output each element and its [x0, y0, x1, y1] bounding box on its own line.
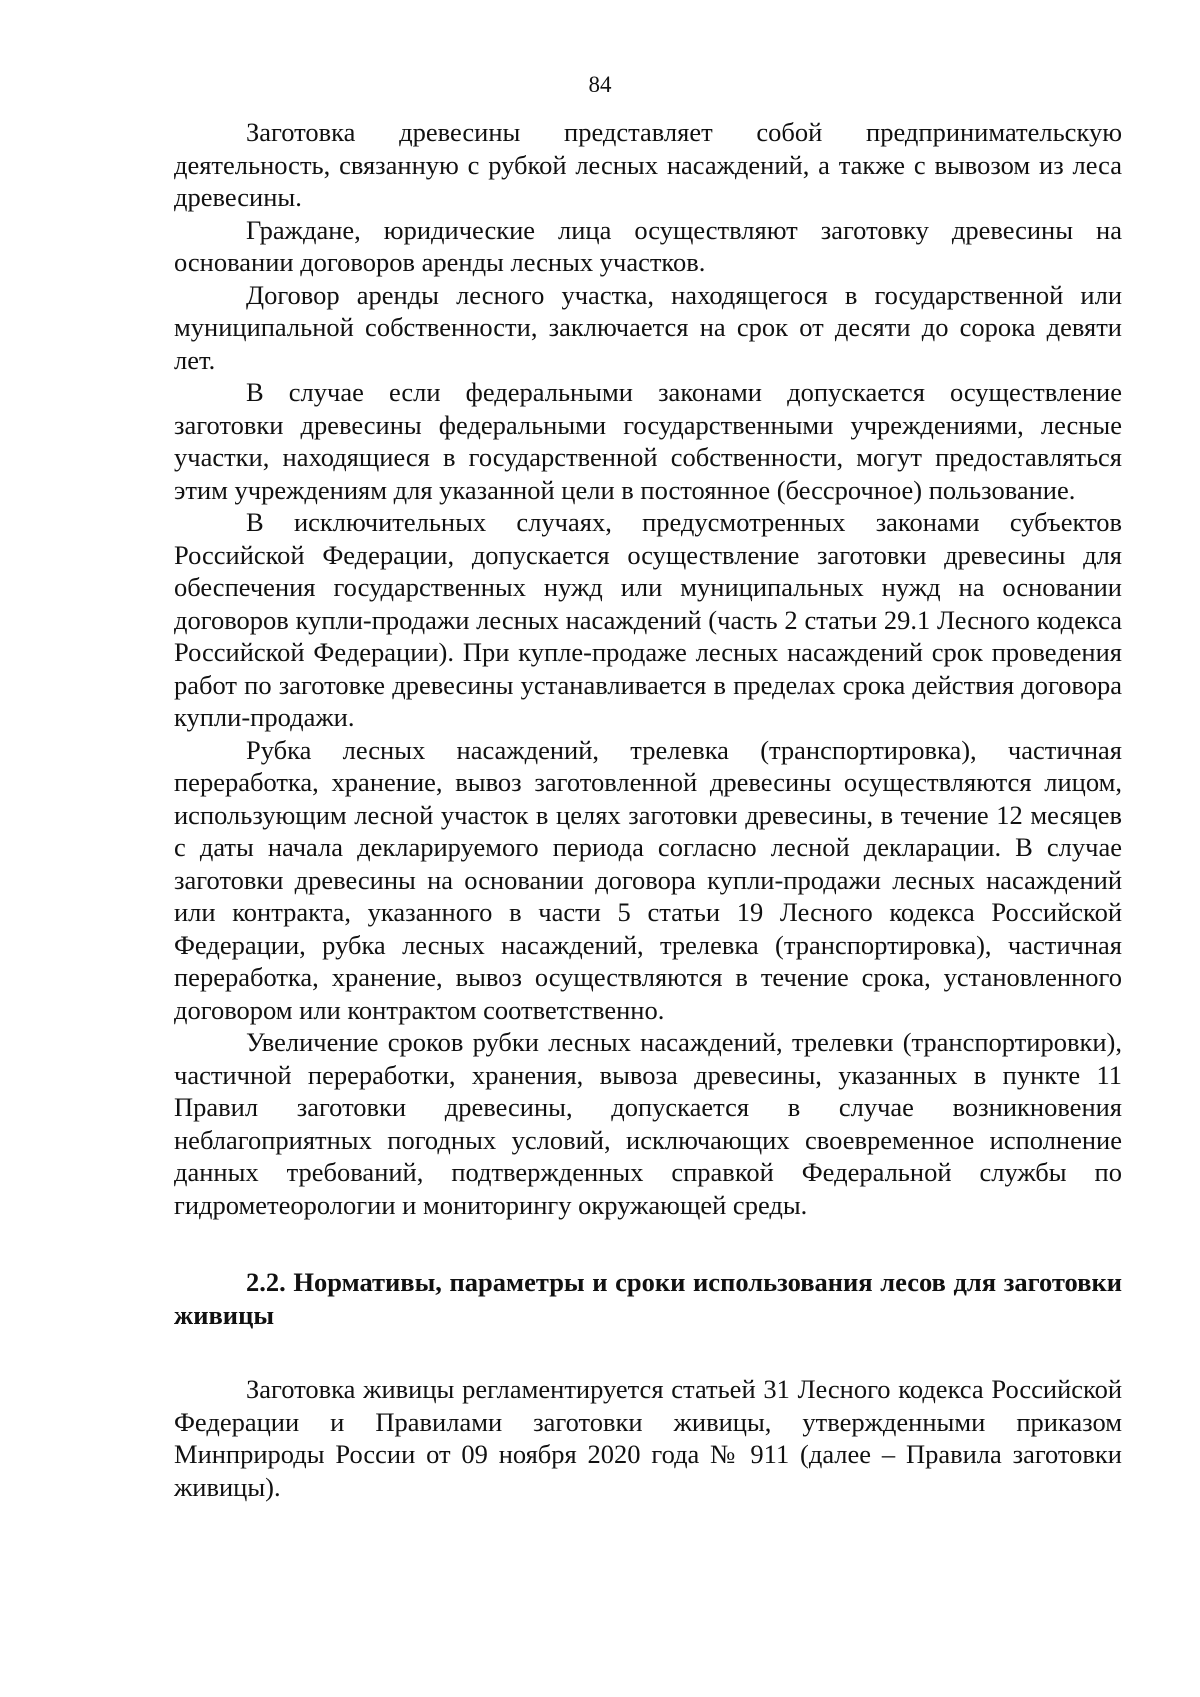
paragraph-timber-harvesting-definition: Заготовка древесины представляет собой предпринимательскую деятельность, связанную с рубкой лесных насаждений, а также с вывозом из леса древесины.: [174, 117, 1122, 212]
page-number: 84: [588, 72, 612, 97]
paragraph-federal-institutions: В случае если федеральными законами допускается осуществление заготовки древесины федеральными государственными учреждениями, лесные участки, находящиеся в государственной собственности, могут предоставляться этим учреждениям для указанной цели в постоянное (бессрочное) пользование.: [174, 377, 1122, 505]
paragraph-lease-basis: Граждане, юридические лица осуществляют заготовку древесины на основании договоров аренды лесных участков.: [174, 214, 1122, 277]
section-heading-resin-harvesting: 2.2. Нормативы, параметры и сроки использования лесов для заготовки живицы: [174, 1267, 1122, 1330]
paragraph-exceptional-cases: В исключительных случаях, предусмотренных законами субъектов Российской Федерации, допускается осуществление заготовки древесины для обеспечения государственных нужд или муниципальных нужд на основании договоров купли-продажи лесных насаждений (часть 2 статьи 29.1 Лесного кодекса Российской Федерации). При купле-продаже лесных насаждений срок проведения работ по заготовке древесины устанавливается в пределах срока действия договора купли-продажи.: [174, 507, 1122, 732]
paragraph-felling-timeframe: Рубка лесных насаждений, трелевка (транспортировка), частичная переработка, хранение, вывоз заготовленной древесины осуществляются лицом, использующим лесной участок в целях заготовки древесины, в течение 12 месяцев с даты начала декларируемого периода согласно лесной декларации. В случае заготовки древесины на основании договора купли-продажи лесных насаждений или контракта, указанного в части 5 статьи 19 Лесного кодекса Российской Федерации, рубка лесных насаждений, трелевка (транспортировка), частичная переработка, хранение, вывоз осуществляются в течение срока, установленного договором или контрактом соответственно.: [174, 734, 1122, 1025]
page-content: [174, 116, 1122, 1503]
paragraph-resin-regulation: Заготовка живицы регламентируется статьей 31 Лесного кодекса Российской Федерации и Правилами заготовки живицы, утвержденными приказом Минприроды России от 09 ноября 2020 года № 911 (далее – Правила заготовки живицы).: [174, 1374, 1122, 1502]
paragraph-lease-term: Договор аренды лесного участка, находящегося в государственной или муниципальной собственности, заключается на срок от десяти до сорока девяти лет.: [174, 279, 1122, 375]
paragraph-term-extension: Увеличение сроков рубки лесных насаждений, трелевки (транспортировки), частичной переработки, хранения, вывоза древесины, указанных в пункте 11 Правил заготовки древесины, допускается в случае возникновения неблагоприятных погодных условий, исключающих своевременное исполнение данных требований, подтвержденных справкой Федеральной службы по гидрометеорологии и мониторингу окружающей среды.: [174, 1027, 1122, 1220]
